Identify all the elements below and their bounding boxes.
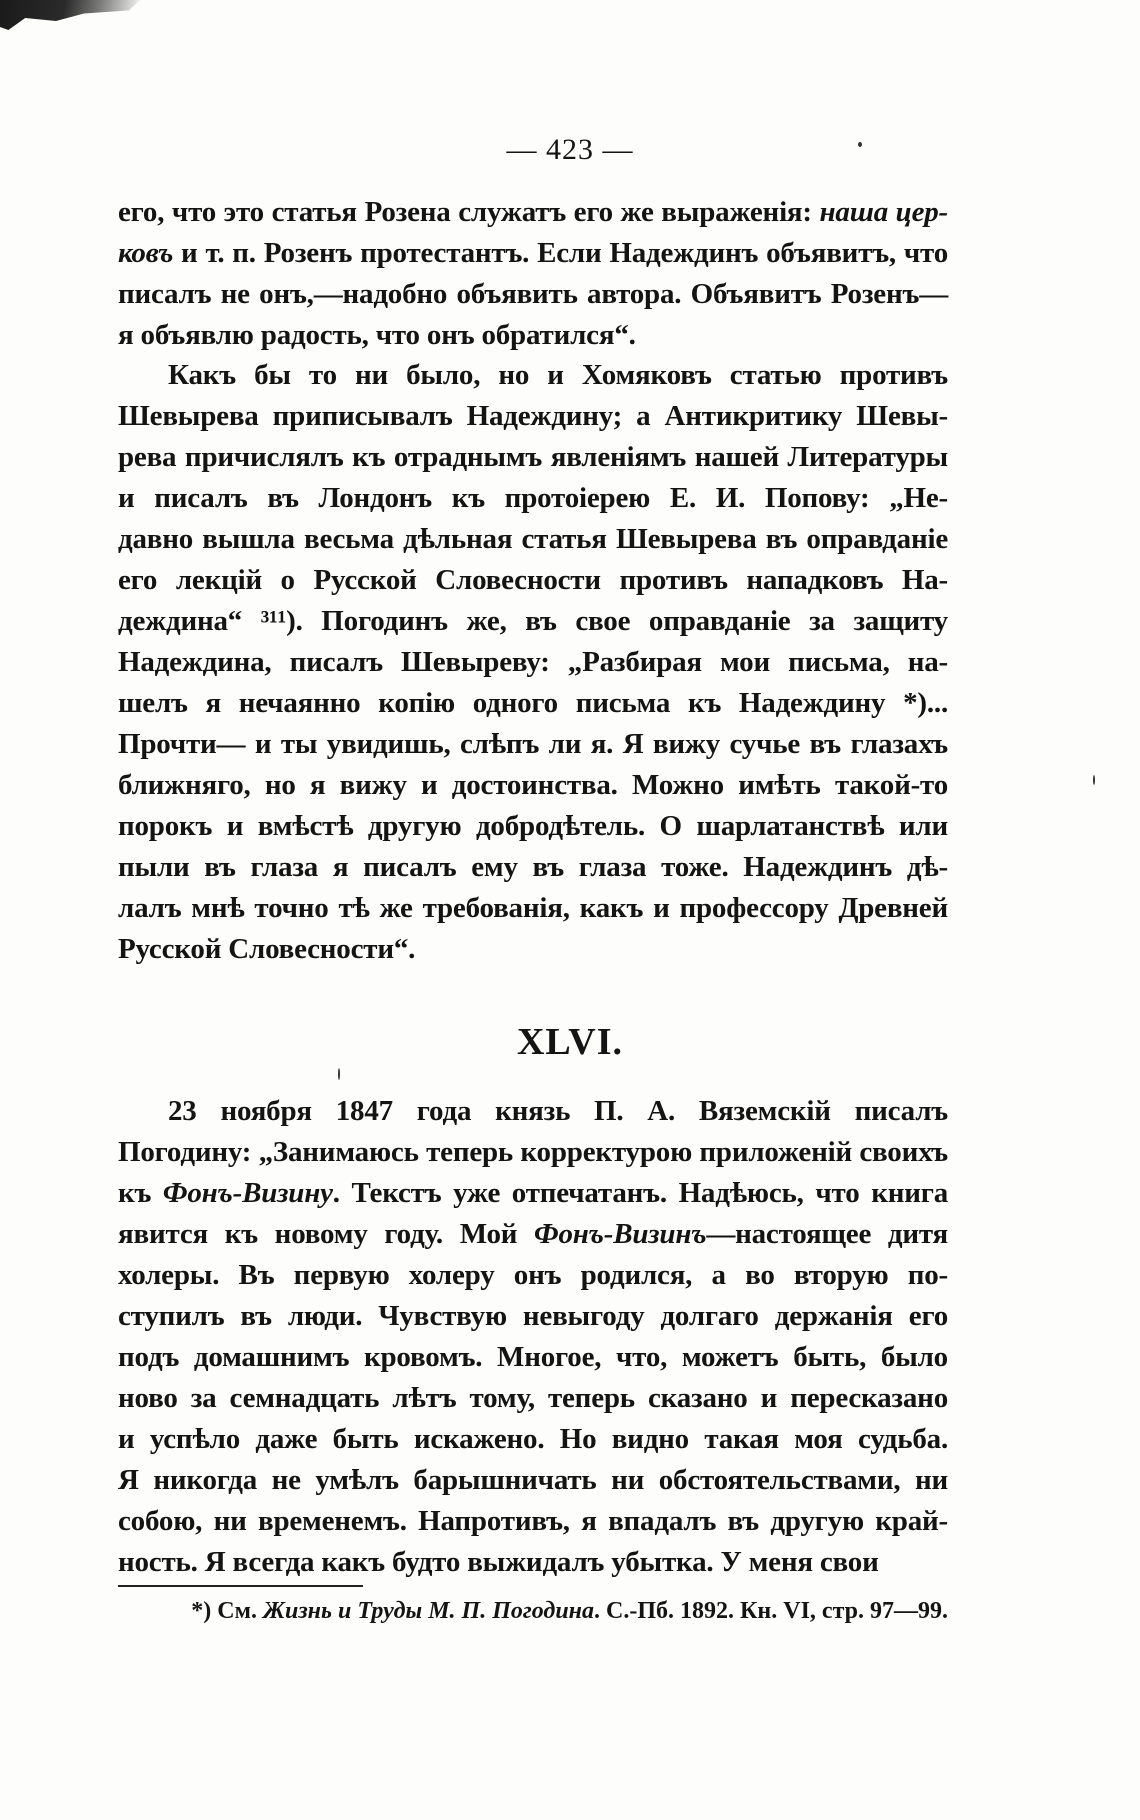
paragraph-3 — [118, 1091, 948, 1583]
text-line: ступилъ въ люди. Чувствую невыгоду долгаго держанія его — [118, 1300, 948, 1332]
text-line: пыли въ глаза я писалъ ему въ глаза тоже. Надеждинъ дѣ- — [118, 851, 948, 883]
scan-ink-blot — [0, 0, 140, 30]
text-line: Русской Словесности“. — [118, 933, 416, 965]
text-line: ближняго, но я вижу и достоинства. Можно имѣть такой-то — [118, 769, 948, 801]
footnote-rule — [118, 1585, 363, 1587]
italic-text: Фонъ-Визину — [162, 1177, 333, 1209]
italic-text: наша цер- — [819, 196, 948, 228]
scan-speck — [1093, 775, 1095, 785]
text-line: его лекцій о Русской Словесности противъ нападковъ На- — [118, 564, 948, 596]
text-line: къ Фонъ-Визину. Текстъ уже отпечатанъ. Надѣюсь, что книга — [118, 1177, 948, 1209]
italic-text: Жизнь и Труды М. П. Погодина — [262, 1598, 595, 1624]
text-line: Я никогда не умѣлъ барышничать ни обстоятельствами, ни — [118, 1464, 948, 1496]
text-line: Прочти— и ты увидишь, слѣпъ ли я. Я вижу сучье въ глазахъ — [118, 728, 948, 760]
text-line: ковъ и т. п. Розенъ протестантъ. Если Надеждинъ объявитъ, что — [118, 237, 948, 269]
paragraph-1 — [118, 192, 948, 356]
text-line: собою, ни временемъ. Напротивъ, я впадалъ въ другую край- — [118, 1505, 948, 1537]
text-line: подъ домашнимъ кровомъ. Многое, что, можетъ быть, было — [118, 1341, 948, 1373]
text-line: деждина“ ³¹¹). Погодинъ же, въ свое оправданіе за защиту — [118, 605, 948, 637]
text-line: 23 ноября 1847 года князь П. А. Вяземскій писалъ — [168, 1095, 948, 1127]
text-line: ново за семнадцать лѣтъ тому, теперь сказано и пересказано — [118, 1382, 948, 1414]
text-line: и писалъ въ Лондонъ къ протоіерею Е. И. Попову: „Не- — [118, 482, 948, 514]
text-line: Погодину: „Занимаюсь теперь корректурою приложеній своихъ — [118, 1136, 948, 1168]
text-line: я объявлю радость, что онъ обратился“. — [118, 319, 636, 351]
text-line: порокъ и вмѣстѣ другую добродѣтель. О шарлатанствѣ или — [118, 810, 948, 842]
text-line: писалъ не онъ,—надобно объявить автора. Объявитъ Розенъ— — [118, 278, 948, 310]
text-line: ность. Я всегда какъ будто выжидалъ убытка. У меня свои — [118, 1546, 879, 1578]
text-line: лалъ мнѣ точно тѣ же требованія, какъ и профессору Древней — [118, 892, 948, 924]
text-line: его, что это статья Розена служатъ его же выраженія: наша цер- — [118, 196, 948, 228]
paragraph-2 — [118, 355, 948, 970]
text-line: шелъ я нечаянно копію одного письма къ Надеждину *)... — [118, 687, 948, 719]
text-line: Какъ бы то ни было, но и Хомяковъ статью противъ — [168, 359, 948, 391]
text-line: холеры. Въ первую холеру онъ родился, а во вторую по- — [118, 1259, 948, 1291]
italic-text: Фонъ-Визинъ — [534, 1218, 707, 1250]
footnote: *) См. Жизнь и Труды М. П. Погодина. С.-Пб. 1892. Кн. VI, стр. 97—99. — [191, 1598, 948, 1624]
text-line: Надеждина, писалъ Шевыреву: „Разбирая мои письма, на- — [118, 646, 948, 678]
text-line: Шевырева приписывалъ Надеждину; а Антикритику Шевы- — [118, 400, 948, 432]
italic-text: ковъ — [118, 237, 174, 269]
text-line: и успѣло даже быть искажено. Но видно такая моя судьба. — [118, 1423, 948, 1455]
section-heading: XLVI. — [516, 1021, 624, 1063]
text-line: рева причислялъ къ отраднымъ явленіямъ нашей Литературы — [118, 441, 948, 473]
text-line: явится къ новому году. Мой Фонъ-Визинъ—настоящее дитя — [118, 1218, 948, 1250]
text-line: давно вышла весьма дѣльная статья Шевырева въ оправданіе — [118, 523, 948, 555]
scan-speck — [338, 1068, 340, 1080]
page-number: — 423 — — [506, 133, 634, 166]
